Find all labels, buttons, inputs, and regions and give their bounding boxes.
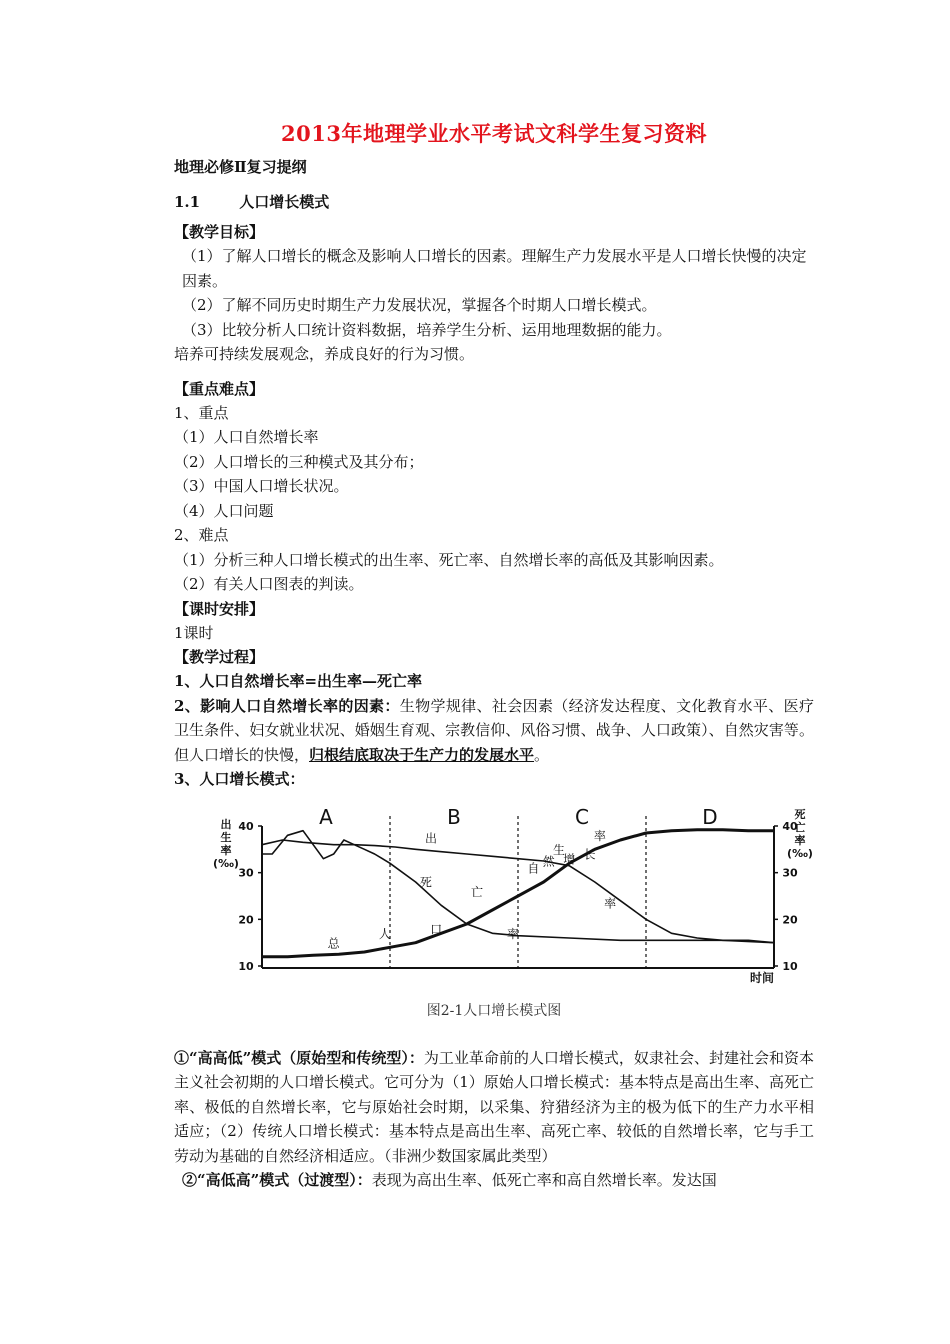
right-tick-label: 10 xyxy=(782,959,798,973)
right-tick-label: 30 xyxy=(782,866,798,880)
mode-2-text: 表现为高出生率、低死亡率和高自然增长率。发达国 xyxy=(371,1171,717,1189)
process-point-1: 1、人口自然增长率=出生率—死亡率 xyxy=(174,672,423,690)
mode-2-title: ②“高低高”模式（过渡型）： xyxy=(182,1171,372,1189)
zhongdian-item: （3）中国人口增长状况。 xyxy=(174,477,349,495)
goal-item: （1）了解人口增长的概念及影响人口增长的因素。理解生产力发展水平是人口增长快慢的决定因素。 xyxy=(182,247,807,290)
process-point-2-lead: 2、影响人口自然增长率的因素： xyxy=(174,696,400,715)
section-heading xyxy=(174,191,814,212)
process-point-2-text: 生物学规律、社会因素（经济发达程度、文化教育水平、医疗卫生条件、妇女就业状况、婚姻生育观、宗教信仰、风俗习惯、战争、人口政策）、自然灾害等。但人口增长的快慢， xyxy=(174,696,814,764)
left-axis-label: 出 xyxy=(220,817,232,831)
document-title: 2013年地理学业水平考试文科学生复习资料 xyxy=(281,121,707,146)
stage-label: D xyxy=(702,804,718,829)
death-rate-label: 死 xyxy=(419,875,432,890)
mode-1-text: 为工业革命前的人口增长模式，奴隶社会、封建社会和资本主义社会初期的人口增长模式。它可分为（1）原始人口增长模式：基本特点是高出生率、高死亡率、极低的自然增长率，它与原始社会时期，以采集、狩猎经济为主的极为低下的生产力水平相适应；（2）传统人口增长模式：基本特点是高出生率、高死亡率、较低的自然增长率，它与手工劳动为基础的自然经济相适应。（非洲少数国家属此类型） xyxy=(174,1048,814,1165)
goal-item: （2）了解不同历史时期生产力发展状况，掌握各个时期人口增长模式。 xyxy=(182,296,657,314)
left-axis-label: (‰) xyxy=(213,856,239,870)
section-name: 人口增长模式 xyxy=(239,193,330,211)
right-axis-label: 死 xyxy=(794,807,806,821)
process-point-2-end: 。 xyxy=(534,745,550,764)
population-growth-chart xyxy=(213,798,813,988)
section-number: 1.1 xyxy=(174,193,201,211)
nandian-label: 2、难点 xyxy=(174,526,229,544)
natural-growth-label: 然 xyxy=(542,854,555,869)
death-rate-label: 率 xyxy=(506,926,519,941)
stage-label: C xyxy=(575,804,589,829)
zhongdian-label: 1、重点 xyxy=(174,403,229,422)
birth-rate-label: 率 xyxy=(604,896,617,911)
nandian-item: （2）有关人口图表的判读。 xyxy=(174,575,364,593)
keypoints-heading: 【重点难点】 xyxy=(174,379,265,398)
natural-growth-label: 长 xyxy=(583,847,596,862)
left-tick-label: 40 xyxy=(238,819,254,833)
zhongdian-item: （2）人口增长的三种模式及其分布； xyxy=(174,452,424,471)
birth-rate-label: 出 xyxy=(424,830,437,845)
death-rate-label: 亡 xyxy=(471,884,484,899)
process-point-3: 3、人口增长模式： xyxy=(174,770,305,788)
total-population-label: 总 xyxy=(327,935,340,950)
right-axis-label: 亡 xyxy=(794,820,806,834)
left-tick-label: 20 xyxy=(238,912,254,926)
x-axis-label: 时间 xyxy=(749,970,775,985)
natural-growth-label: 增 xyxy=(563,851,576,866)
mode-1-title: ①“高高低”模式（原始型和传统型）： xyxy=(174,1048,424,1067)
right-tick-label: 40 xyxy=(782,819,798,833)
document-subtitle: 地理必修Ⅱ复习提纲 xyxy=(174,158,307,176)
stage-label: B xyxy=(447,804,461,829)
goals-heading: 【教学目标】 xyxy=(174,223,265,241)
zhongdian-item: （1）人口自然增长率 xyxy=(174,428,319,446)
document-page xyxy=(174,118,814,1193)
figure-caption: 图2-1人口增长模式图 xyxy=(426,1002,562,1019)
natural-growth-label: 自 xyxy=(527,861,540,876)
schedule-value: 1课时 xyxy=(174,623,214,642)
goal-item: 培养可持续发展观念，养成良好的行为习惯。 xyxy=(174,345,475,363)
nandian-item: （1）分析三种人口增长模式的出生率、死亡率、自然增长率的高低及其影响因素。 xyxy=(174,550,724,569)
process-point-2 xyxy=(174,694,814,768)
right-tick-label: 20 xyxy=(782,912,798,926)
mode-1-paragraph xyxy=(174,1046,814,1169)
left-tick-label: 10 xyxy=(238,959,254,973)
process-point-2-emphasis: 归根结底取决于生产力的发展水平 xyxy=(309,745,535,764)
chart-svg xyxy=(213,798,813,988)
process-heading: 【教学过程】 xyxy=(174,648,265,666)
birth-rate-label: 生 xyxy=(552,842,565,857)
left-axis-label: 率 xyxy=(220,843,232,857)
zhongdian-item: （4）人口问题 xyxy=(174,501,274,520)
schedule-heading: 【课时安排】 xyxy=(174,599,265,618)
goal-item: （3）比较分析人口统计资料数据，培养学生分析、运用地理数据的能力。 xyxy=(182,320,672,339)
left-tick-label: 30 xyxy=(238,866,254,880)
total-population-label: 人 xyxy=(378,926,391,941)
mode-2-paragraph xyxy=(174,1168,814,1193)
right-axis-label: (‰) xyxy=(787,846,813,860)
stage-label: A xyxy=(319,804,333,829)
left-axis-label: 生 xyxy=(220,830,232,844)
natural-growth-label: 率 xyxy=(593,828,606,843)
total-population-label: 口 xyxy=(430,921,443,936)
right-axis-label: 率 xyxy=(794,833,806,847)
